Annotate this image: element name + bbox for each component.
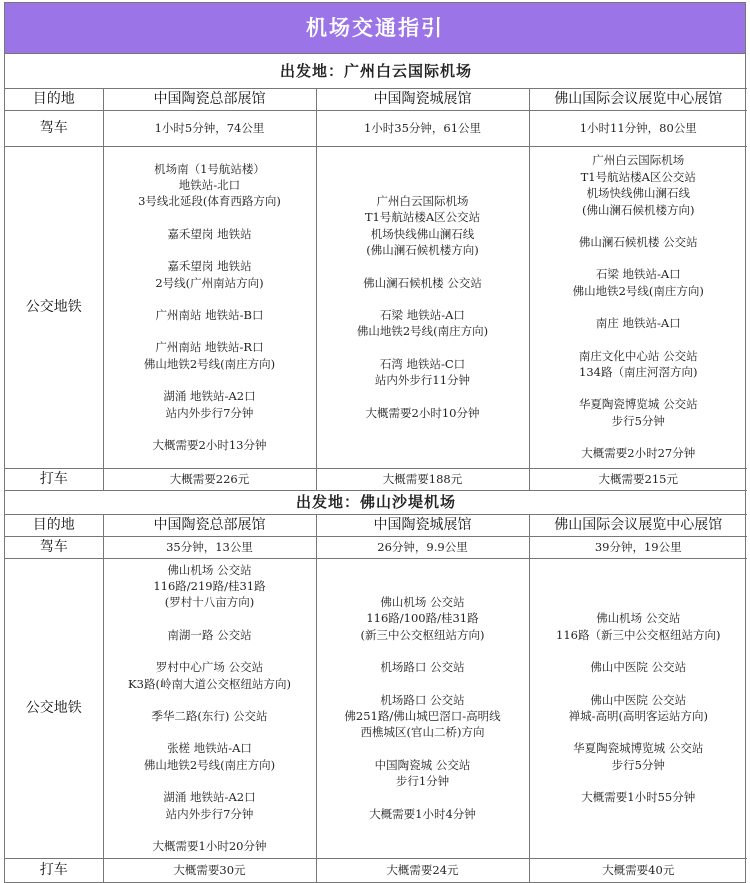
route-step-line: 116路（新三中公交枢纽站方向) [556, 627, 721, 642]
transit-cell [316, 146, 529, 468]
route-step-line: 大概需要1小时20分钟 [152, 839, 267, 854]
destination-header: 佛山国际会议展览中心展馆 [529, 88, 747, 110]
route-step-line: 站内外步行7分钟 [165, 405, 254, 420]
route-gap [104, 242, 316, 258]
route-step-line: 南湖一路 公交站 [167, 627, 252, 642]
route-gap [530, 250, 748, 266]
route-gap [104, 421, 316, 437]
route-step-line: 134路（南庄河滘方向) [579, 365, 698, 380]
route-step-line: 佛山地铁2号线(南庄方向) [143, 757, 276, 772]
route-gap [530, 429, 748, 445]
route-gap [104, 773, 316, 789]
route-step-line: 石湾 地铁站-C口 [379, 356, 466, 371]
route-step-line: 石梁 地铁站-A口 [380, 308, 465, 322]
route-step [530, 152, 748, 218]
route-step-line: 大概需要1小时4分钟 [369, 806, 476, 821]
route-gap [317, 676, 529, 692]
destination-header: 中国陶瓷城展馆 [316, 88, 529, 110]
route-step [530, 659, 748, 675]
route-gap [104, 611, 316, 627]
route-step-line: 广州白云国际机场 [592, 153, 685, 168]
destination-header: 中国陶瓷总部展馆 [103, 88, 316, 110]
route-step [530, 315, 748, 331]
route-step-line: 佛251路/佛山城巴滘口-高明线 [344, 709, 501, 723]
route-step-line: 佛山地铁2号线(南庄方向) [356, 324, 489, 339]
route-step-line: 步行5分钟 [611, 757, 665, 772]
route-gap [530, 724, 748, 740]
route-step-line: T1号航站楼A区公交站 [364, 210, 481, 225]
route-step-line: T1号航站楼A区公交站 [580, 169, 696, 184]
route-step [104, 226, 316, 242]
route-step [530, 610, 748, 643]
route-gap [104, 724, 316, 740]
route-step [317, 757, 529, 790]
route-step [104, 562, 316, 611]
route-gap [530, 676, 748, 692]
taxi-cell: 大概需要226元 [103, 468, 316, 490]
route-step-line: 116路/219路/桂31路 [153, 578, 266, 593]
route-step-line: 佛山澜石候机楼 公交站 [363, 275, 482, 290]
route-step-line: (佛山澜石候机楼方向) [582, 202, 695, 217]
taxi-cell: 大概需要188元 [316, 468, 529, 490]
taxi-label: 打车 [5, 858, 103, 882]
route-step-line: (罗村十八亩方向) [164, 595, 255, 610]
route-step-line: 佛山中医院 公交站 [590, 660, 687, 675]
transit-cell [529, 558, 747, 858]
page-title: 机场交通指引 [5, 3, 745, 54]
route-step-line: 南庄文化中心站 公交站 [578, 348, 698, 363]
route-gap [317, 389, 529, 405]
taxi-cell: 大概需要24元 [316, 858, 529, 882]
route-step-line: 2号线(广州南站方向) [155, 275, 264, 290]
route-step-line: 站内外步行7分钟 [165, 806, 254, 821]
drive-cell: 39分钟，19公里 [529, 536, 747, 558]
transit-cell [103, 558, 316, 858]
route-step [104, 258, 316, 291]
route-step [530, 789, 748, 805]
transit-cell [529, 146, 747, 468]
route-step-line: 中国陶瓷城 公交站 [374, 757, 471, 772]
route-step [104, 708, 316, 724]
route-step-line: 嘉禾望岗 地铁站 [167, 226, 252, 241]
route-step-line: K3路(岭南大道公交枢纽站方向) [128, 676, 291, 691]
route-step-line: 罗村中心广场 公交站 [155, 660, 264, 675]
route-step-line: 机场路口 公交站 [380, 692, 465, 707]
drive-cell: 26分钟，9.9公里 [316, 536, 529, 558]
route-step [530, 740, 748, 773]
route-step-line: 佛山地铁2号线(南庄方向) [572, 283, 704, 298]
taxi-cell: 大概需要40元 [529, 858, 747, 882]
route-step-line: 嘉禾望岗 地铁站 [167, 259, 252, 274]
origin-heading: 出发地：广州白云国际机场 [5, 54, 747, 88]
route-step-line: 季华二路(东行) 公交站 [151, 709, 268, 723]
transit-label: 公交地铁 [5, 146, 103, 468]
route-step [530, 445, 748, 461]
route-step [104, 388, 316, 421]
route-step [104, 659, 316, 692]
route-gap [530, 380, 748, 396]
route-step [317, 356, 529, 389]
route-step [104, 627, 316, 643]
route-step-line: 大概需要1小时55分钟 [581, 790, 696, 805]
drive-cell: 1小时11分钟，80公里 [529, 110, 747, 146]
route-step [317, 806, 529, 822]
drive-cell: 1小时35分钟，61公里 [316, 110, 529, 146]
route-step-line: 站内外步行11分钟 [374, 373, 471, 388]
route-gap [104, 692, 316, 708]
route-step-line: 佛山机场 公交站 [167, 562, 252, 577]
transit-cell [316, 558, 529, 858]
route-step [104, 339, 316, 372]
taxi-label: 打车 [5, 468, 103, 490]
route-step-line: 禅城-高明(高明客运站方向) [568, 709, 708, 723]
route-step-line: 佛山机场 公交站 [380, 594, 465, 609]
route-step-line: 大概需要2小时27分钟 [581, 446, 696, 461]
route-step-line: (佛山澜石候机楼方向) [366, 243, 479, 258]
airport-transport-guide [4, 2, 746, 883]
route-step-line: 广州南站 地铁站-R口 [155, 340, 264, 355]
route-step-line: 机场快线佛山澜石线 [370, 226, 475, 241]
route-gap [530, 332, 748, 348]
route-step-line: 广州南站 地铁站-B口 [155, 308, 264, 322]
destination-label: 目的地 [5, 88, 103, 110]
route-step [317, 307, 529, 340]
route-step [104, 161, 316, 210]
transit-label: 公交地铁 [5, 558, 103, 858]
route-gap [530, 643, 748, 659]
route-step-line: 步行1分钟 [395, 774, 450, 789]
taxi-cell: 大概需要30元 [103, 858, 316, 882]
destination-header: 中国陶瓷城展馆 [316, 514, 529, 536]
route-step [530, 348, 748, 381]
route-gap [530, 299, 748, 315]
destination-header: 中国陶瓷总部展馆 [103, 514, 316, 536]
route-gap [104, 323, 316, 339]
route-gap [530, 218, 748, 234]
route-step [317, 275, 529, 291]
route-step [104, 789, 316, 822]
route-gap [317, 790, 529, 806]
route-step [530, 396, 748, 429]
route-gap [104, 291, 316, 307]
route-gap [104, 210, 316, 226]
route-step [104, 740, 316, 773]
route-step [104, 307, 316, 323]
route-step [104, 838, 316, 854]
route-gap [317, 259, 529, 275]
route-step-line: 机场南（1号航站楼） [154, 161, 265, 176]
route-step-line: 石梁 地铁站-A口 [595, 267, 681, 282]
route-step-line: 张槎 地铁站-A口 [167, 741, 252, 756]
drive-label: 驾车 [5, 110, 103, 146]
route-step [104, 437, 316, 453]
route-step-line: 机场路口 公交站 [380, 660, 465, 675]
route-step [317, 692, 529, 741]
route-step-line: 大概需要2小时10分钟 [365, 405, 480, 420]
route-step-line: 步行5分钟 [611, 413, 665, 428]
route-step [317, 405, 529, 421]
route-step-line: 佛山地铁2号线(南庄方向) [143, 356, 276, 371]
route-step [317, 659, 529, 675]
route-step-line: 广州白云国际机场 [376, 193, 469, 208]
destination-header: 佛山国际会议展览中心展馆 [529, 514, 747, 536]
route-gap [530, 773, 748, 789]
route-step-line: 华夏陶瓷博览城 公交站 [578, 397, 698, 412]
route-step-line: 机场快线佛山澜石线 [586, 186, 690, 201]
route-step-line: 湖涌 地铁站-A2口 [163, 790, 256, 805]
route-step-line: 西樵城区(官山二桥)方向 [360, 725, 485, 740]
guide-table [5, 54, 747, 882]
destination-label: 目的地 [5, 514, 103, 536]
route-step [530, 234, 748, 250]
route-gap [104, 822, 316, 838]
drive-cell: 1小时5分钟，74公里 [103, 110, 316, 146]
origin-heading: 出发地：佛山沙堤机场 [5, 490, 747, 514]
route-step-line: 南庄 地铁站-A口 [595, 316, 681, 331]
route-step-line: (新三中公交枢纽站方向) [360, 627, 485, 642]
route-step [317, 193, 529, 259]
route-gap [104, 643, 316, 659]
route-step-line: 大概需要2小时13分钟 [152, 438, 267, 453]
route-gap [317, 340, 529, 356]
route-gap [317, 741, 529, 757]
route-step [530, 692, 748, 725]
transit-cell [103, 146, 316, 468]
route-step [530, 266, 748, 299]
route-gap [317, 643, 529, 659]
route-step-line: 佛山澜石候机楼 公交站 [578, 234, 698, 249]
route-step [317, 594, 529, 643]
route-step-line: 佛山中医院 公交站 [590, 692, 687, 707]
taxi-cell: 大概需要215元 [529, 468, 747, 490]
drive-cell: 35分钟，13公里 [103, 536, 316, 558]
route-gap [317, 291, 529, 307]
drive-label: 驾车 [5, 536, 103, 558]
route-step-line: 地铁站-北口 [178, 177, 241, 192]
route-step-line: 3号线北延段(体育西路方向) [138, 194, 281, 209]
route-gap [104, 372, 316, 388]
route-step-line: 华夏陶瓷城博览城 公交站 [573, 741, 704, 756]
route-step-line: 116路/100路/桂31路 [366, 611, 479, 626]
route-step-line: 湖涌 地铁站-A2口 [163, 389, 256, 404]
route-step-line: 佛山机场 公交站 [596, 611, 681, 626]
